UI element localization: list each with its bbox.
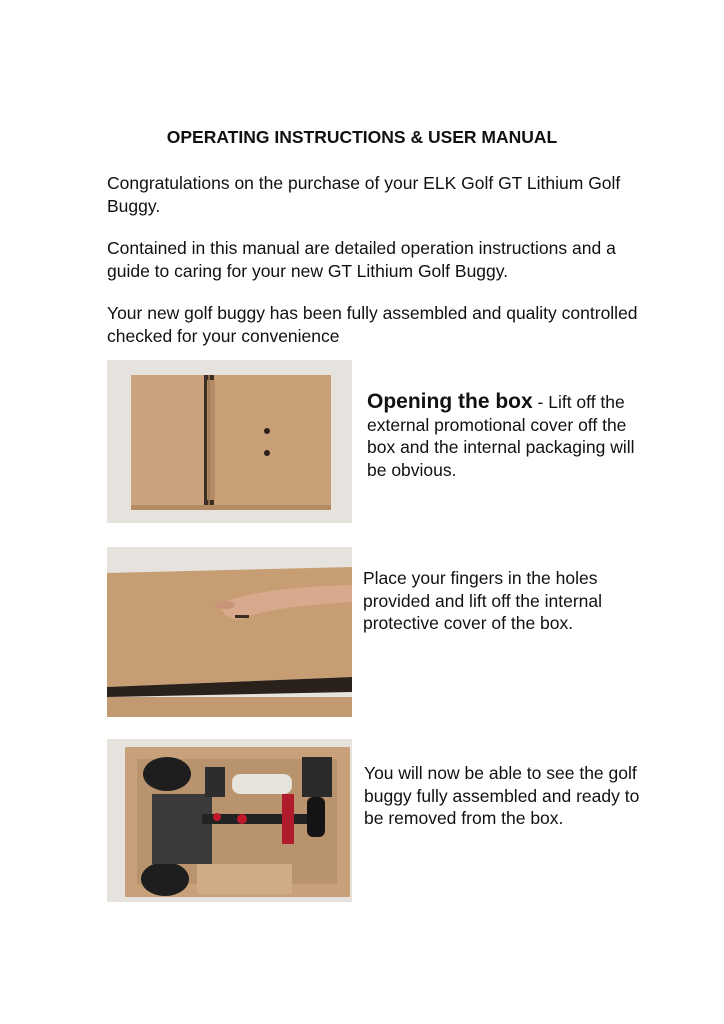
step-1-caption xyxy=(367,391,647,481)
step-2-caption xyxy=(363,567,643,635)
intro-paragraph-3: Your new golf buggy has been fully assembled and quality controlled checked for your convenience xyxy=(107,303,638,346)
page-title: OPERATING INSTRUCTIONS & USER MANUAL xyxy=(166,127,558,147)
closed-cardboard-box-photo xyxy=(107,360,352,523)
step-3-text: You will now be able to see the golf buggy fully assembled and ready to be removed from the box. xyxy=(364,763,640,828)
buggy-in-box-photo xyxy=(107,739,352,902)
intro-paragraph-2: Contained in this manual are detailed operation instructions and a guide to caring for your new GT Lithium Golf Buggy. xyxy=(107,238,616,281)
step-1-heading: Opening the box xyxy=(367,390,533,413)
step-2-text: Place your fingers in the holes provided and lift off the internal protective cover of the box. xyxy=(363,568,603,633)
intro-paragraph-1: Congratulations on the purchase of your ELK Golf GT Lithium Golf Buggy. xyxy=(107,173,621,216)
step-3-caption xyxy=(364,762,644,830)
step-1-text: - Lift off the external promotional cover off the box and the internal packaging will be obvious. xyxy=(367,392,635,480)
hand-lifting-cover-photo xyxy=(107,547,352,717)
